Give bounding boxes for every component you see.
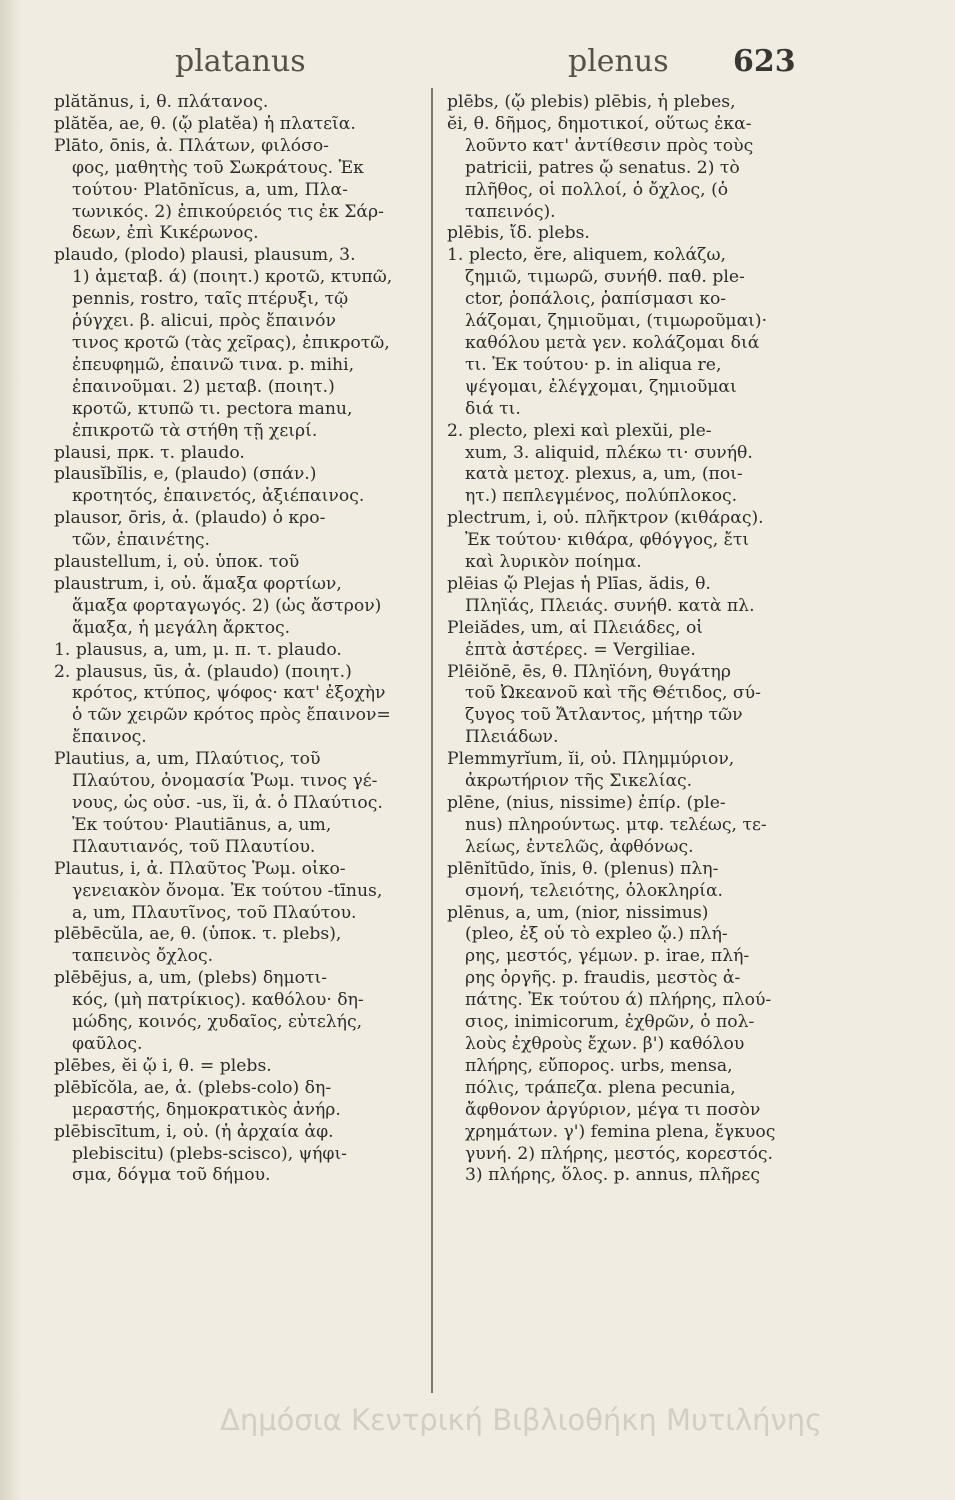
text-line: διά τι. [465,398,521,419]
text-line: plēne, (nius, nissime) ἐπίρ. (ple- [447,793,726,813]
text-line: plaustrum, i, οὐ. ἅμαξα φορτίων, [54,573,342,594]
library-watermark: Δημόσια Κεντρική Βιβλιοθήκη Μυτιλήνης [220,1403,823,1437]
text-line: μεραστής, δημοκρατικὸς ἀνήρ. [72,1099,341,1120]
text-line: μώδης, κοινός, χυδαῖος, εὐτελής, [72,1012,363,1033]
text-line: σμα, δόγμα τοῦ δήμου. [72,1165,271,1186]
text-line: 2. plausus, ūs, ἀ. (plaudo) (ποιητ.) [54,661,352,682]
text-line: ctor, ῥοπάλοις, ῥαπίσμασι κο- [465,289,727,310]
text-line: τοῦ Ὠκεανοῦ καὶ τῆς Θέτιδος, σύ- [465,683,761,704]
text-line: Πληϊάς, Πλειάς. συνήθ. κατὰ πλ. [465,595,755,616]
text-line: ἑπτὰ ἀστέρες. = Vergiliae. [465,639,696,660]
text-line: plēias ᾤ Plejas ἡ Plīas, ădis, θ. [447,573,711,594]
text-line: σμονή, τελειότης, ὁλοκληρία. [465,880,724,901]
text-line: xum, 3. aliquid, πλέκω τι· συνήθ. [465,442,753,463]
text-line: πόλις, τράπεζα. plena pecunia, [465,1077,736,1098]
text-line: plēnĭtūdo, ĭnis, θ. (plenus) πλη- [447,858,719,879]
text-line: ταπεινὸς ὄχλος. [72,946,214,967]
text-line: τωνικός. 2) ἐπικούρειός τις ἐκ Σάρ- [72,201,384,222]
text-line: νους, ὡς οὐσ. -us, ĭi, ἀ. ὁ Πλαύτιος. [72,793,383,813]
text-line: ἐπικροτῶ τὰ στήθη τῇ χειρί. [72,420,318,441]
text-line: Plautus, i, ἀ. Πλαῦτος Ῥωμ. οἰκο- [54,858,346,879]
text-line: plausĭbĭlis, e, (plaudo) (σπάν.) [54,464,317,485]
text-line: 1) ἀμεταβ. ά) (ποιητ.) κροτῶ, κτυπῶ, [72,267,393,288]
text-line: ἅμαξα, ἡ μεγάλη ἄρκτος. [72,617,291,638]
text-line: pennis, rostro, ταῖς πτέρυξι, τῷ [72,289,349,310]
text-line: λοῦντο κατ' ἀντίθεσιν πρὸς τοὺς [465,135,754,156]
text-line: plēbs, (ᾤ plebis) plēbis, ἡ plebes, [447,92,736,112]
text-line: ρης, μεστός, γέμων. p. irae, πλή- [465,946,750,967]
text-line: τινος κροτῶ (τὰς χεῖρας), ἐπικροτῶ, [72,332,390,353]
text-line: ĕi, θ. δῆμος, δημοτικοί, οὕτως ἐκα- [447,113,752,134]
text-line: plēbĭcŏla, ae, ἀ. (plebs-colo) δη- [54,1077,332,1098]
text-line: ζημιῶ, τιμωρῶ, συνήθ. παθ. ple- [465,267,745,288]
text-line: (pleo, ἐξ οὗ τὸ expleo ᾤ.) πλή- [465,924,728,945]
text-line: 1. plausus, a, um, μ. π. τ. plaudo. [54,639,342,660]
text-line: plausor, ōris, ἀ. (plaudo) ὁ κρο- [54,508,326,529]
text-line: λάζομαι, ζημιοῦμαι, (τιμωροῦμαι)· [465,311,768,332]
text-line: ρης ὀργῆς. p. fraudis, μεστὸς ἀ- [465,968,741,989]
text-line: φος, μαθητὴς τοῦ Σωκράτους. Ἐκ [72,157,364,178]
text-line: plēbiscītum, i, οὐ. (ἡ ἀρχαία ἀφ. [54,1121,334,1142]
text-line: nus) πληρούντως. μτφ. τελέως, τε- [465,814,767,835]
text-line: Ἐκ τούτου· κιθάρα, φθόγγος, ἔτι [465,530,750,551]
text-line: plēbēcŭla, ae, θ. (ὑποκ. τ. plebs), [54,924,342,945]
text-line: καὶ λυρικὸν ποίημα. [465,552,642,573]
text-line: τῶν, ἐπαινέτης. [72,530,211,551]
text-line: Plēiŏnē, ēs, θ. Πληϊόνη, θυγάτηρ [447,661,731,682]
text-line: κός, (μὴ πατρίκιος). καθόλου· δη- [72,990,364,1011]
text-line: λείως, ἐντελῶς, ἀφθόνως. [465,836,694,857]
text-line: σιος, inimicorum, ἐχθρῶν, ὁ πολ- [465,1012,755,1033]
text-line: Πλειάδων. [465,727,559,748]
text-line: Plāto, ōnis, ἀ. Πλάτων, φιλόσο- [54,135,329,156]
text-line: patricii, patres ᾤ senatus. 2) τὸ [465,157,740,178]
text-line: γενειακὸν ὄνομα. Ἐκ τούτου -tīnus, [72,880,383,901]
header-right-guideword: plenus [568,44,669,79]
text-line: plēbis, ἴδ. plebs. [447,223,590,244]
text-line: ἅμαξα φορταγωγός. 2) (ὡς ἄστρον) [72,595,382,616]
text-line: a, um, Πλαυτῖνος, τοῦ Πλαύτου. [72,902,357,923]
text-line: Pleiădes, um, αἱ Πλειάδες, οἱ [447,617,704,638]
text-line: πλῆθος, οἱ πολλοί, ὁ ὄχλος, (ὁ [465,179,729,200]
text-line: plaudo, (plodo) plausi, plausum, 3. [54,245,356,266]
text-line: κατὰ μετοχ. plexus, a, um, (ποι- [465,464,743,485]
text-line: Πλαυτιανός, τοῦ Πλαυτίου. [72,836,316,857]
text-line: πλήρης, εὔπορος. urbs, mensa, [465,1055,733,1076]
text-line: Πλαύτου, ὀνομασία Ῥωμ. τινος γέ- [72,771,378,792]
text-line: ψέγομαι, ἐλέγχομαι, ζημιοῦμαι [465,376,737,397]
text-line: φαῦλος. [72,1033,143,1054]
left-column [54,92,424,1422]
text-line: λοὺς ἐχθροὺς ἔχων. β') καθόλου [465,1033,745,1054]
text-line: plaustellum, i, οὐ. ὑποκ. τοῦ [54,552,300,573]
text-line: ταπεινός). [465,201,556,222]
text-line: τούτου· Platōnĭcus, a, um, Πλα- [72,179,348,200]
text-line: τι. Ἐκ τούτου· p. in aliqua re, [465,354,722,375]
page-edge-shadow [0,0,22,1500]
page-number: 623 [733,44,796,79]
text-line: ζυγος τοῦ Ἄτλαντος, μήτηρ τῶν [465,705,743,726]
column-divider [431,88,433,1393]
text-line: πάτης. Ἐκ τούτου ά) πλήρης, πλού- [465,990,772,1011]
text-line: ἐπευφημῶ, ἐπαινῶ τινα. p. mihi, [72,354,355,375]
right-column [447,92,817,1422]
text-line: 1. plecto, ĕre, aliquem, κολάζω, [447,245,726,266]
text-line: plēnus, a, um, (nior, nissimus) [447,902,709,923]
text-line: plectrum, i, οὐ. πλῆκτρον (κιθάρας). [447,508,764,529]
running-header [0,40,955,100]
text-line: Ἐκ τούτου· Plautiānus, a, um, [72,814,332,835]
text-line: ῥύγχει. β. alicui, πρὸς ἔπαινόν [72,311,336,332]
text-line: γυνή. 2) πλήρης, μεστός, κορεστός. [465,1143,773,1164]
header-left-guideword: platanus [175,44,306,79]
text-line: χρημάτων. γ') femina plena, ἔγκυος [465,1121,776,1142]
text-line: plēbējus, a, um, (plebs) δημοτι- [54,968,328,989]
text-line: Plemmyrĭum, ĭi, οὐ. Πλημμύριον, [447,749,735,770]
text-line: plătănus, i, θ. πλάτανος. [54,92,269,112]
text-line: ἐπαινοῦμαι. 2) μεταβ. (ποιητ.) [72,376,335,397]
text-line: δεων, ἐπὶ Κικέρωνος. [72,223,259,244]
text-line: 2. plecto, plexi καὶ plexŭi, ple- [447,420,712,441]
text-line: 3) πλήρης, ὅλος. p. annus, πλῆρες [465,1165,760,1186]
text-line: ἄφθονον ἀργύριον, μέγα τι ποσὸν [465,1099,761,1120]
text-line: κρότος, κτύπος, ψόφος· κατ' ἐξοχὴν [72,683,386,704]
text-line: ὁ τῶν χειρῶν κρότος πρὸς ἔπαινον= [72,705,391,726]
text-line: ἔπαινος. [72,727,147,748]
text-line: κροτητός, ἐπαινετός, ἀξιέπαινος. [72,486,365,507]
text-line: καθόλου μετὰ γεν. κολάζομαι διά [465,332,760,353]
text-line: plătĕa, ae, θ. (ᾤ platĕa) ἡ πλατεῖα. [54,113,356,134]
text-line: plausi, πρκ. τ. plaudo. [54,442,245,463]
text-line: Plautius, a, um, Πλαύτιος, τοῦ [54,749,321,770]
text-line: plēbes, ĕi ᾤ i, θ. = plebs. [54,1055,272,1076]
text-line: plebiscitu) (plebs-scisco), ψήφι- [72,1143,347,1164]
text-line: κροτῶ, κτυπῶ τι. pectora manu, [72,398,353,419]
text-line: ητ.) πεπλεγμένος, πολύπλοκος. [465,486,738,507]
text-line: ἀκρωτήριον τῆς Σικελίας. [465,771,693,792]
